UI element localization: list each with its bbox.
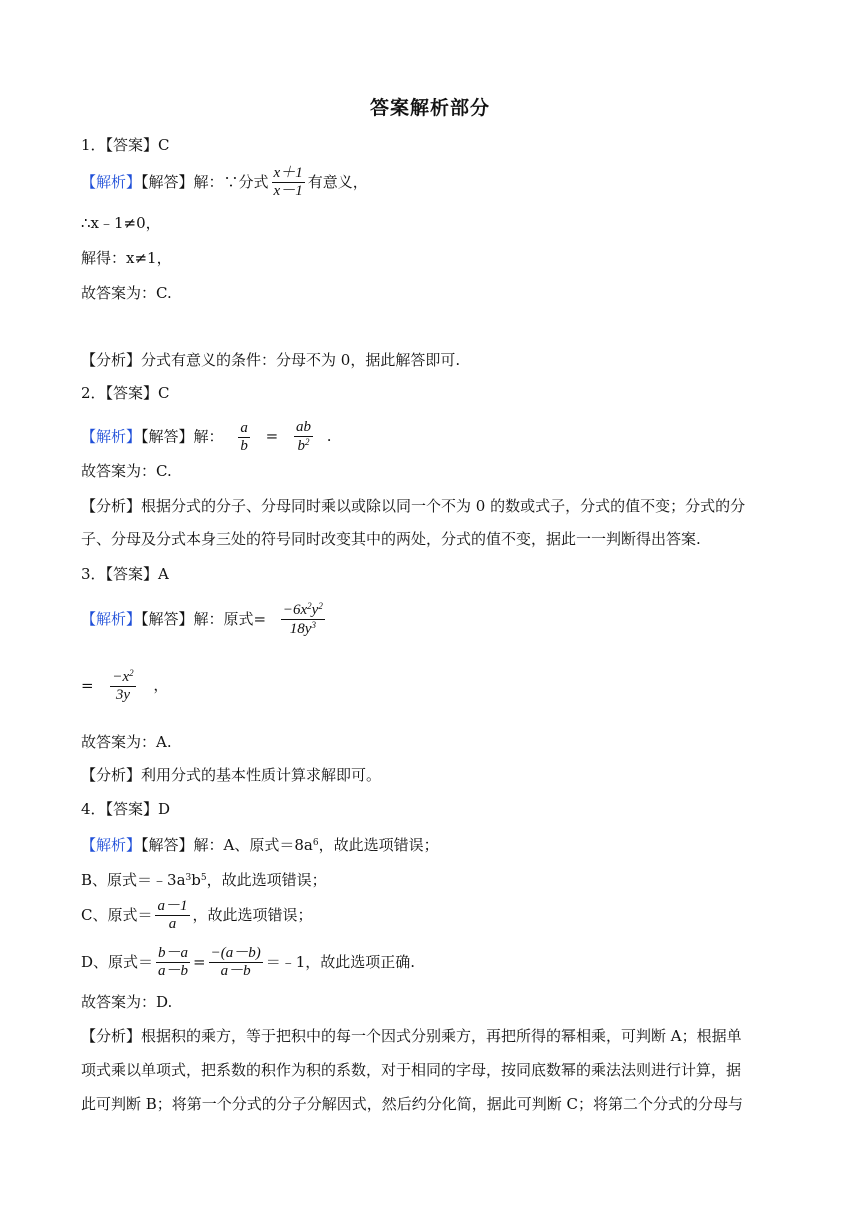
q3-fraction-1-numerator: $-6x^2y^2$ [281,601,325,620]
q3-fraction-2 [110,668,135,705]
q2-rhs-denominator: $b^2$ [297,437,310,455]
q3-equals: = [81,676,94,695]
q1-solution-prefix: 【解答】解：∵分式 [141,172,269,191]
q1-solution-line [81,165,368,201]
q3-solution-line [81,601,328,639]
q3-analysis: 【分析】利用分式的基本性质计算求解即可。 [81,766,382,784]
q1-answer: 1．【答案】C [81,136,170,154]
q1-step2: 解得：x≠1， [81,249,172,267]
q4-d-fraction-1: $\frac{b-a}{a-b}$ [158,945,189,980]
q1-fraction [272,165,305,201]
q4-line-d: D、原式＝ $\frac{b-a}{a-b}$ = $\frac{-(a-b)}{a-b}$ ＝﹣1，故此选项正确. [81,945,416,980]
q3-fraction-1 [281,601,325,639]
q4-d-fraction-2: $\frac{-(a-b)}{a-b}$ [210,945,261,980]
q1-fraction-numerator: x＋1 [272,165,305,183]
q1-conclusion: 故答案为：C. [81,284,172,302]
q4-analysis-line2: 项式乘以单项式，把系数的积作为积的系数，对于相同的字母，按同底数幂的乘法法则进行计算，据 [81,1061,742,1079]
q2-lhs-numerator: a [238,420,250,438]
q4-analysis-line1: 【分析】根据积的乘方，等于把积中的每一个因式分别乘方，再把所得的幂相乘，可判断 A；根据单 [81,1027,742,1045]
q2-analysis-line2: 子、分母及分式本身三处的符号同时改变其中的两处，分式的值不变，据此一一判断得出答案. [81,530,701,548]
q2-conclusion: 故答案为：C. [81,462,172,480]
q3-explanation-tag: 【解析】 [81,609,142,628]
q2-lhs-denominator: b [240,437,248,454]
q4-c-fraction: $\frac{a-1}{a}$ [157,898,188,933]
q4-line-a: 【解析】【解答】解：A、原式$=8a^6$，故此选项错误； [81,836,439,854]
q2-answer: 2．【答案】C [81,384,170,402]
q4-answer: 4．【答案】D [81,800,171,818]
q4-conclusion: 故答案为：D. [81,993,173,1011]
q1-step1: ∴x﹣1≠0， [81,214,161,232]
q3-result-line [81,668,168,705]
q1-fraction-tail: 有意义， [307,172,368,191]
q3-conclusion: 故答案为：A. [81,733,172,751]
q2-solution-line: 【解析】【解答】解： $\frac{a}{b}$ = $\frac{ab}{b^2}$ . [81,419,332,455]
q2-lhs-fraction [238,420,250,456]
q1-fraction-denominator: x－1 [273,183,303,200]
q3-tail: ， [153,676,169,695]
q2-rhs-numerator: ab [294,419,313,437]
q3-fraction-2-denominator: 3y [115,687,131,704]
q4-line-c: C、原式＝ $\frac{a-1}{a}$ ，故此选项错误； [81,898,313,933]
q4-explanation-tag: 【解析】 [81,836,142,854]
q2-explanation-tag: 【解析】 [81,427,142,446]
q1-explanation-tag: 【解析】 [81,172,142,191]
q3-fraction-2-numerator: $-x^2$ [110,668,135,687]
q2-equals: = [265,427,279,446]
q2-analysis-line1: 【分析】根据分式的分子、分母同时乘以或除以同一个不为 0 的数或式子，分式的值不变；分式的分 [81,497,746,515]
q2-solution-prefix: 【解答】解： [141,427,224,446]
q3-answer: 3．【答案】A [81,565,169,583]
q4-line-b: B、原式$=﹣3a^3b^5$，故此选项错误； [81,871,327,889]
q3-fraction-1-denominator: $18y^3$ [289,620,316,638]
q4-analysis-line3: 此可判断 B；将第一个分式的分子分解因式，然后约分化简，据此可判断 C；将第二个分式的分母与 [81,1095,744,1113]
q3-solution-prefix: 【解答】解：原式= [141,609,267,628]
q2-rhs-fraction [294,419,313,456]
page-title: 答案解析部分 [369,97,490,119]
q1-analysis: 【分析】分式有意义的条件：分母不为 0，据此解答即可. [81,351,461,369]
